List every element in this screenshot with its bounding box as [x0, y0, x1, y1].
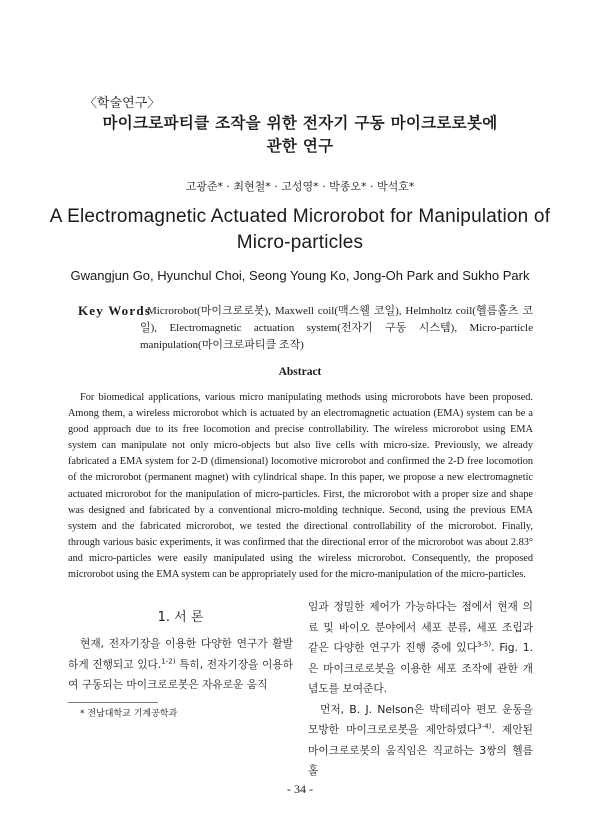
- korean-title-line1: 마이크로파티클 조작을 위한 전자기 구동 마이크로로봇에: [102, 114, 498, 132]
- english-authors: Gwangjun Go, Hyunchul Choi, Seong Young Ko, Jong-Oh Park and Sukho Park: [70, 268, 530, 283]
- english-title-line2: Micro-particles: [236, 232, 364, 253]
- intro-text: . 제안된 마이크로로봇의 움직임은 직교하는 3쌍의 헬름홀: [308, 723, 533, 777]
- intro-text: 먼저, B. J. Nelson은 박테리아 편모 운동을 모방한 마이크로로봇을 제안하였다: [308, 702, 533, 736]
- intro-text: 임과 정밀한 제어가 가능하다는 점에서 현재 의료 및 바이오 분야에서 세포 분류, 세포 조립과 같은 다양한 연구가 진행 중에 있다: [308, 600, 533, 654]
- left-column: [68, 634, 293, 696]
- intro-text: 특히, 전자기장을 이용하여 구동되는 마이크로로봇은 자유로운 움직: [68, 657, 293, 691]
- keywords-label: Key Words: [78, 303, 152, 318]
- keywords-text: : Microrobot(마이크로로봇), Maxwell coil(맥스웰 코일), Helmholtz coil(헬름홀츠 코일), Electromagnetic actuation system(전자기 구동 시스템), Micro-particle manipulation(마이크로파티클 조작): [140, 305, 533, 351]
- citation-ref: 3-5): [476, 640, 492, 649]
- abstract-body: [68, 390, 533, 583]
- citation-ref: 3-4): [477, 722, 492, 731]
- intro-text: . Fig. 1. 은 마이크로로봇을 이용한 세포 조작에 관한 개념도를 보여준다.: [308, 641, 533, 695]
- abstract-heading: Abstract: [278, 366, 322, 378]
- right-column: [308, 597, 533, 782]
- citation-ref: 1-2): [161, 656, 176, 665]
- intro-paragraph-1: [68, 634, 293, 696]
- footnote-affiliation: * 전남대학교 기계공학과: [80, 709, 178, 719]
- intro-text: 현재, 전자기장을 이용한 다양한 연구가 활발하게 진행되고 있다.: [68, 637, 293, 671]
- section-heading-introduction: 1. 서 론: [157, 610, 204, 625]
- page-number: - 34 -: [287, 782, 313, 796]
- intro-paragraph-2: [308, 700, 533, 782]
- korean-title-line2: 관한 연구: [266, 137, 334, 155]
- abstract-text: For biomedical applications, various micro manipulating methods using microrobots have been proposed. Among them, a wireless microrobot which is actuated by an electromagnetic actuation (EMA) system can be a good approach due to its free locomotion and precise controllability. The wireless microrobot using EMA system can manipulate not only micro-objects but also live cells with micro-size. Previously, we already fabricated a EMA system for 2-D (dimensional) locomotive microrobot and confirmed the 2-D free locomotion of the microrobot (permanent magnet) with cylindrical shape. In this paper, we propose a new electromagnetic actuated microrobot for the manipulation of micro-particles. First, the microrobot with a proper size and shape was designed and fabricated by a conventional micro-molding technique. Second, using the previous EMA system and the fabricated microrobot, we tested the directional controllability of the microrobot. Finally, through various basic experiments, it was confirmed that the directional error of the microrobot was about 2.83° and micro-particles were easily manipulated using the wireless microrobot. Consequently, the proposed microrobot using the EMA system can be appropriately used for the micro-manipulation of the micro-particles.: [68, 392, 533, 581]
- intro-paragraph-1-cont: [308, 597, 533, 700]
- article-category: 〈학술연구〉: [84, 96, 161, 111]
- english-title-line1: A Electromagnetic Actuated Microrobot for Manipulation of: [49, 206, 551, 227]
- footnote-divider: [68, 702, 158, 703]
- korean-authors: 고광준* · 최현철* · 고성영* · 박종오* · 박석호*: [185, 180, 415, 193]
